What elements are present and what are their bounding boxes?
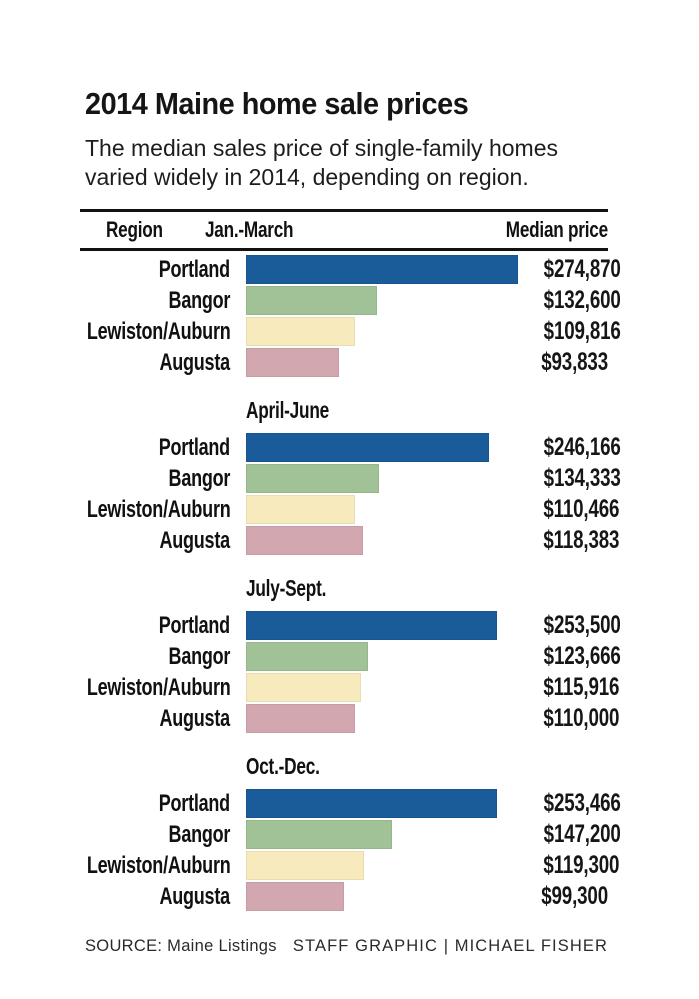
- region-label-cell: [80, 643, 230, 671]
- region-label-cell: [80, 790, 230, 818]
- quarter-label-spacer: [80, 753, 246, 780]
- table-row: [80, 495, 620, 524]
- table-row: [80, 286, 621, 315]
- quarter-rows: [80, 255, 621, 377]
- region-label: Portland: [158, 255, 230, 283]
- region-label: Lewiston/Auburn: [86, 851, 230, 879]
- bar: [246, 851, 364, 880]
- price-label: $115,916: [543, 673, 620, 701]
- table-row: [80, 882, 608, 911]
- table-row: [80, 255, 621, 284]
- table-row: [80, 611, 621, 640]
- region-label-cell: [80, 318, 230, 346]
- news-graphic: [80, 0, 621, 956]
- bar: [246, 611, 497, 640]
- bar-track: [246, 433, 518, 462]
- region-label-cell: [80, 852, 230, 880]
- page-title: 2014 Maine home sale prices: [85, 86, 469, 121]
- quarter-label: April-June: [246, 397, 330, 423]
- table-row: [80, 704, 620, 733]
- region-label: Bangor: [168, 820, 230, 848]
- quarter-label: July-Sept.: [246, 575, 327, 601]
- region-label-cell: [80, 821, 230, 849]
- bar-track: [246, 611, 518, 640]
- table-row: [80, 851, 620, 880]
- region-label: Bangor: [168, 464, 230, 492]
- region-label: Bangor: [168, 286, 230, 314]
- region-label: Lewiston/Auburn: [86, 317, 230, 345]
- bar-track: [246, 704, 518, 733]
- bar-track: [246, 348, 518, 377]
- subtitle-line-1: The median sales price of single-family homes: [85, 135, 558, 161]
- region-label-cell: [80, 612, 230, 640]
- quarter-rows: [80, 789, 621, 911]
- table-row: [80, 642, 621, 671]
- bar: [246, 348, 339, 377]
- region-label-cell: [80, 527, 230, 555]
- quarter-section: [80, 397, 621, 555]
- region-label-cell: [80, 256, 230, 284]
- bar: [246, 526, 363, 555]
- price-column-header-cell: [477, 217, 608, 243]
- bar: [246, 642, 368, 671]
- table-row: [80, 789, 621, 818]
- region-label-cell: [80, 883, 230, 911]
- price-label: $110,466: [543, 495, 620, 523]
- region-column-header-cell: [80, 217, 189, 243]
- bar: [246, 882, 344, 911]
- price-label: $274,870: [543, 255, 621, 283]
- quarter-label-spacer: [80, 397, 246, 424]
- bar: [246, 673, 361, 702]
- region-label-cell: [80, 434, 230, 462]
- bar: [246, 286, 377, 315]
- bar-track: [246, 820, 518, 849]
- table-row: [80, 820, 621, 849]
- price-column-header: Median price: [505, 217, 608, 242]
- price-cell: [518, 317, 621, 346]
- price-cell: [518, 882, 608, 911]
- price-cell: [518, 348, 608, 377]
- quarter-label-row: [80, 753, 608, 780]
- quarter-section: [80, 753, 621, 911]
- price-cell: [518, 495, 619, 524]
- region-label: Augusta: [159, 526, 230, 554]
- price-cell: [518, 642, 621, 671]
- quarter-section: [80, 575, 621, 733]
- bar: [246, 789, 497, 818]
- quarter-rows: [80, 611, 621, 733]
- bar-track: [246, 882, 518, 911]
- price-cell: [518, 789, 621, 818]
- region-label-cell: [80, 674, 230, 702]
- region-label: Bangor: [168, 642, 230, 670]
- table-row: [80, 433, 621, 462]
- region-label: Portland: [158, 789, 230, 817]
- quarters: [80, 255, 621, 911]
- table-row: [80, 348, 608, 377]
- table-row: [80, 673, 620, 702]
- price-cell: [518, 255, 621, 284]
- quarter-label: Oct.-Dec.: [246, 753, 320, 779]
- bar: [246, 464, 379, 493]
- region-column-header: Region: [106, 217, 163, 242]
- bar: [246, 704, 355, 733]
- table-row: [80, 526, 620, 555]
- quarter-rows: [80, 433, 621, 555]
- price-label: $253,466: [543, 789, 621, 817]
- price-label: $132,600: [543, 286, 621, 314]
- region-label-cell: [80, 705, 230, 733]
- region-label-cell: [80, 349, 230, 377]
- price-label: $123,666: [543, 642, 621, 670]
- region-label: Lewiston/Auburn: [86, 673, 230, 701]
- price-cell: [518, 851, 619, 880]
- region-label-cell: [80, 465, 230, 493]
- price-label: $99,300: [541, 882, 608, 910]
- region-label-cell: [80, 287, 230, 315]
- price-label: $110,000: [543, 704, 620, 732]
- price-cell: [518, 611, 621, 640]
- bar: [246, 317, 355, 346]
- table-row: [80, 464, 621, 493]
- quarter-label-row: [80, 397, 608, 424]
- price-cell: [518, 820, 621, 849]
- bar: [246, 820, 392, 849]
- price-cell: [518, 704, 619, 733]
- price-label: $109,816: [543, 317, 621, 345]
- period-column-header: Jan.-March: [205, 217, 294, 242]
- price-cell: [518, 433, 621, 462]
- footer: [80, 937, 608, 956]
- bar-track: [246, 495, 518, 524]
- price-cell: [518, 526, 619, 555]
- price-label: $93,833: [541, 348, 608, 376]
- price-label: $147,200: [543, 820, 621, 848]
- bar-track: [246, 673, 518, 702]
- bar: [246, 433, 489, 462]
- bar-track: [246, 255, 518, 284]
- bar-track: [246, 464, 518, 493]
- region-label: Portland: [158, 433, 230, 461]
- bar: [246, 255, 518, 284]
- region-label: Augusta: [159, 348, 230, 376]
- price-label: $134,333: [543, 464, 621, 492]
- region-label: Augusta: [159, 882, 230, 910]
- region-label: Augusta: [159, 704, 230, 732]
- table-row: [80, 317, 621, 346]
- quarter-label-spacer: [80, 575, 246, 602]
- price-label: $119,300: [543, 851, 620, 879]
- bar-track: [246, 317, 518, 346]
- region-label: Portland: [158, 611, 230, 639]
- quarter-section: [80, 255, 621, 377]
- price-cell: [518, 464, 621, 493]
- bar-track: [246, 642, 518, 671]
- subtitle: [85, 134, 608, 192]
- price-cell: [518, 673, 619, 702]
- quarter-label-row: [80, 575, 608, 602]
- bar-track: [246, 286, 518, 315]
- bar-track: [246, 526, 518, 555]
- price-label: $118,383: [543, 526, 620, 554]
- source-credit: SOURCE: Maine Listings: [85, 937, 277, 955]
- region-label-cell: [80, 496, 230, 524]
- region-label: Lewiston/Auburn: [86, 495, 230, 523]
- table-header: [80, 209, 608, 251]
- price-cell: [518, 286, 621, 315]
- bar: [246, 495, 355, 524]
- price-label: $253,500: [543, 611, 621, 639]
- subtitle-line-2: varied widely in 2014, depending on region.: [85, 164, 529, 190]
- bar-track: [246, 789, 518, 818]
- staff-credit: STAFF GRAPHIC | MICHAEL FISHER: [292, 937, 608, 955]
- bar-track: [246, 851, 518, 880]
- price-label: $246,166: [543, 433, 621, 461]
- period-column-header-cell: [205, 217, 477, 243]
